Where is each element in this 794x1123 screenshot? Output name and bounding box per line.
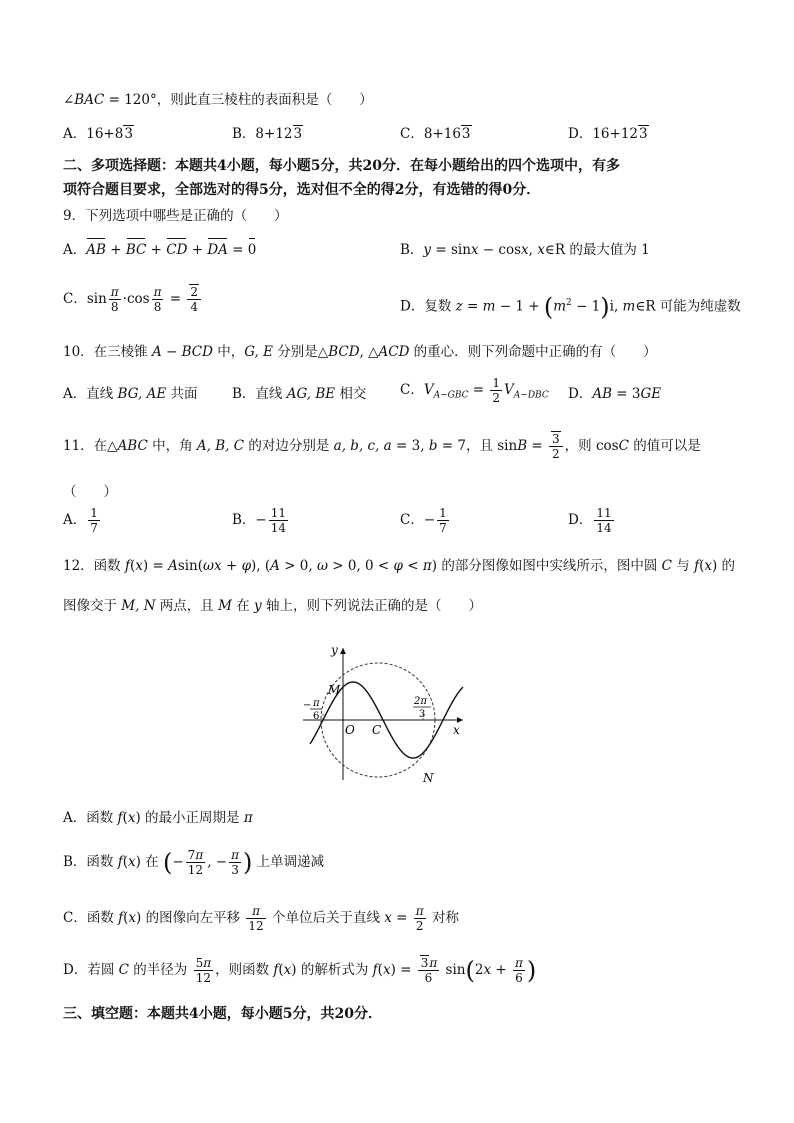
q12-option-d: D．若圆 C 的半径为 $\frac{5\pi}{12}$ ，则函数 f(x) 的解析式为 f(x) = $\frac{3\pi}{6}$ sin(2x + $\frac{\pi}{6}$ ) — [63, 956, 537, 985]
q12-option-a: A．函数 f(x) 的最小正周期是 π — [63, 810, 253, 826]
label-neg-sign: − — [303, 700, 312, 711]
section2-line1: 二、多项选择题：本题共4小题，每小题5分，共20分．在每小题给出的四个选项中，有多 — [63, 158, 620, 174]
label-o: O — [345, 723, 355, 737]
q8-option-a: A．16+83 — [63, 126, 133, 142]
y-axis-arrow — [340, 648, 346, 654]
section2-line2: 项符合题目要求，全部选对的得5分，选对但不全的得2分，有选错的得0分． — [63, 182, 541, 198]
q9-option-b: B．y = sinx − cosx, x∈R 的最大值为 1 — [400, 242, 650, 258]
q8-stem-end: ∠BAC = 120°，则此直三棱柱的表面积是（ ） — [63, 92, 373, 108]
q12-stem-line2: 图像交于 M, N 两点，且 M 在 y 轴上，则下列说法正确的是（ ） — [63, 598, 482, 614]
label-neg-pi-6-den: 6 — [313, 711, 320, 722]
label-2pi-3-den: 3 — [419, 709, 426, 720]
q8-option-b: B．8+123 — [232, 126, 303, 142]
q11-stem: 11．在△ABC 中，角 A, B, C 的对边分别是 a, b, c, a = 3, b = 7，且 sinB = $\frac{3}{2}$ ，则 cosC 的值可以是 — [63, 432, 701, 461]
q8-option-c: C．8+163 — [400, 126, 471, 142]
q11-option-c: C．− $\frac{1}{7}$ — [400, 506, 447, 535]
q9-option-a: A．AB + BC + CD + DA = 0 — [63, 242, 257, 258]
q11-option-a: A． $\frac{1}{7}$ — [63, 506, 98, 535]
q11-paren: （ ） — [63, 484, 117, 500]
q10-option-a: A．直线 BG, AE 共面 — [63, 386, 198, 402]
q12-option-c: C．函数 f(x) 的图像向左平移 $\frac{\pi}{12}$ 个单位后关于直线 x = $\frac{\pi}{2}$ 对称 — [63, 904, 459, 933]
label-m: M — [328, 683, 341, 697]
q11-option-d: D． $\frac{11}{14}$ — [568, 506, 612, 535]
q10-option-c: C．$V_{A-GBC}$ = $\frac{1}{2}$ $V_{A-DBC}$ — [400, 376, 549, 405]
q11-option-b: B．− $\frac{11}{14}$ — [232, 506, 287, 535]
q10-option-d: D．AB = 3GE — [568, 386, 662, 402]
q8-option-d: D．16+123 — [568, 126, 648, 142]
label-x: x — [453, 723, 460, 737]
label-2pi-3-num: 2π — [414, 696, 427, 707]
section3-title: 三、填空题：本题共4小题，每小题5分，共20分． — [63, 1006, 382, 1022]
q9-option-d: D．复数 $z = m - 1 + (m^2 - 1)i$, m∈R 可能为纯虚数 — [400, 293, 741, 321]
q10-stem: 10．在三棱锥 A − BCD 中，G, E 分别是△BCD, △ACD 的重心．则下列命题中正确的有（ ） — [63, 344, 657, 360]
label-neg-pi-6-num: π — [313, 698, 320, 709]
label-c: C — [372, 723, 382, 737]
q9-stem: 9．下列选项中哪些是正确的（ ） — [63, 208, 288, 224]
q9-option-c: C．sin $\frac{\pi}{8}$ ·cos $\frac{\pi}{8}$ = $\frac{2}{4}$ — [63, 285, 203, 314]
q10-option-b: B．直线 AG, BE 相交 — [232, 386, 367, 402]
q12-option-b: B．函数 f(x) 在 (− $\frac{7\pi}{12}$ , − $\frac{\pi}{3}$ ) 上单调递减 — [63, 848, 325, 877]
label-y: y — [331, 643, 338, 657]
label-n: N — [423, 771, 434, 785]
sine-circle-figure — [298, 640, 478, 790]
q12-stem-line1: 12．函数 f(x) = Asin(ωx + φ), (A > 0, ω > 0, 0 < φ < π) 的部分图像如图中实线所示，图中圆 C 与 f(x) 的 — [63, 558, 736, 574]
